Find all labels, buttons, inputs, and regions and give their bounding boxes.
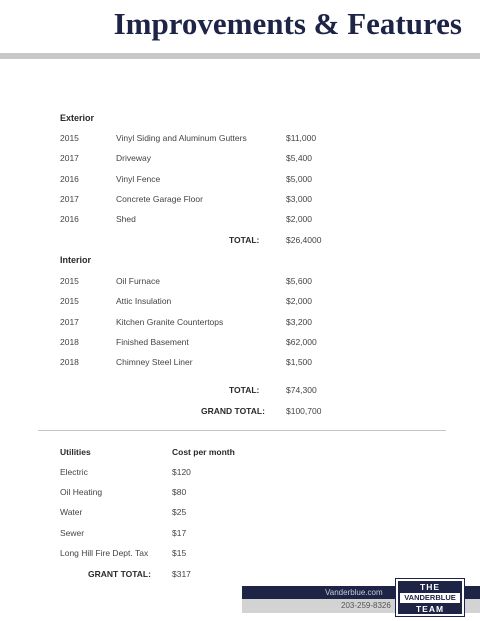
row-item: Shed: [116, 214, 136, 224]
row-cost: $2,000: [286, 296, 312, 306]
logo-line-vanderblue: VANDERBLUE: [400, 593, 460, 603]
utility-name: Long Hill Fire Dept. Tax: [60, 548, 149, 558]
table-row: [0, 174, 480, 188]
row-item: Finished Basement: [116, 337, 189, 347]
title-underline-bar: [0, 53, 480, 59]
table-row: [0, 153, 480, 167]
row-cost: $1,500: [286, 357, 312, 367]
grant-total-value: $317: [172, 569, 191, 579]
grand-total-value: $100,700: [286, 406, 322, 416]
row-year: 2017: [60, 153, 79, 163]
logo-line-team: TEAM: [415, 604, 445, 614]
table-row: [0, 133, 480, 147]
utility-name: Oil Heating: [60, 487, 103, 497]
row-cost: $5,600: [286, 276, 312, 286]
interior-heading: Interior: [60, 255, 92, 265]
row-item: Driveway: [116, 153, 151, 163]
row-item: Kitchen Granite Countertops: [116, 317, 224, 327]
utility-cost: $17: [172, 528, 187, 538]
row-year: 2016: [60, 174, 79, 184]
row-year: 2015: [60, 276, 79, 286]
page-title: Improvements & Features: [113, 6, 462, 41]
row-cost: $3,200: [286, 317, 312, 327]
table-row: [0, 194, 480, 208]
row-item: Attic Insulation: [116, 296, 172, 306]
grant-total-label: GRANT TOTAL:: [88, 569, 151, 579]
row-item: Vinyl Fence: [116, 174, 161, 184]
footer-phone: 203-259-8326: [341, 601, 391, 610]
table-row: [0, 276, 480, 290]
row-year: 2015: [60, 133, 79, 143]
utility-cost: $25: [172, 507, 187, 517]
row-year: 2015: [60, 296, 79, 306]
table-row: [0, 296, 480, 310]
row-cost: $11,000: [286, 133, 317, 143]
row-item: Chimney Steel Liner: [116, 357, 193, 367]
table-row: [0, 317, 480, 331]
vanderblue-team-logo: [396, 579, 464, 616]
grand-total-label: GRAND TOTAL:: [201, 406, 265, 416]
row-item: Vinyl Siding and Aluminum Gutters: [116, 133, 247, 143]
row-year: 2016: [60, 214, 79, 224]
footer-website: Vanderblue.com: [325, 588, 383, 597]
table-row: [0, 357, 480, 371]
row-item: Oil Furnace: [116, 276, 160, 286]
interior-total-value: $74,300: [286, 385, 317, 395]
row-item: Concrete Garage Floor: [116, 194, 203, 204]
row-cost: $3,000: [286, 194, 312, 204]
logo-line-the: THE: [420, 582, 440, 592]
table-row: [0, 337, 480, 351]
exterior-heading: Exterior: [60, 113, 95, 123]
row-year: 2018: [60, 337, 79, 347]
utilities-heading: Utilities: [60, 447, 91, 457]
utility-cost: $15: [172, 548, 187, 558]
row-cost: $2,000: [286, 214, 312, 224]
interior-total-label: TOTAL:: [229, 385, 260, 395]
row-cost: $5,000: [286, 174, 312, 184]
utility-name: Sewer: [60, 528, 85, 538]
utility-cost: $120: [172, 467, 191, 477]
exterior-total-value: $26,4000: [286, 235, 322, 245]
utility-name: Electric: [60, 467, 88, 477]
row-year: 2017: [60, 317, 79, 327]
row-cost: $5,400: [286, 153, 312, 163]
section-divider: [38, 430, 446, 431]
row-year: 2018: [60, 357, 79, 367]
cost-per-month-heading: Cost per month: [172, 447, 235, 457]
table-row: [0, 214, 480, 228]
row-year: 2017: [60, 194, 79, 204]
exterior-total-label: TOTAL:: [229, 235, 260, 245]
utility-cost: $80: [172, 487, 187, 497]
row-cost: $62,000: [286, 337, 317, 347]
utility-name: Water: [60, 507, 83, 517]
